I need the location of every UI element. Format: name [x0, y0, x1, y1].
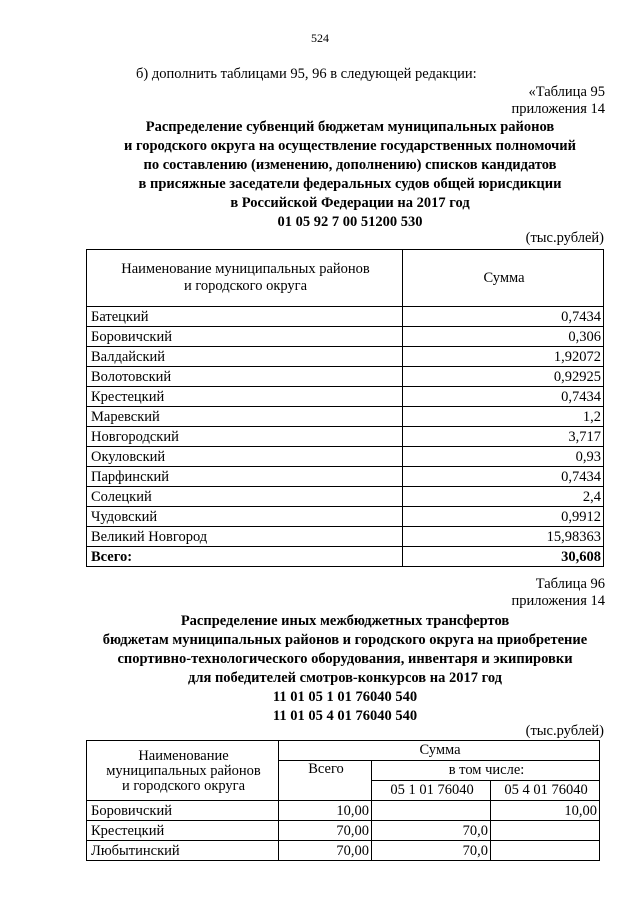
- table-row: [87, 527, 604, 547]
- table-row: [87, 507, 604, 527]
- header-sum-cell: Сумма: [403, 250, 604, 307]
- row-name: Великий Новгород: [87, 527, 403, 547]
- table-row: [87, 347, 604, 367]
- row-name: Чудовский: [87, 507, 403, 527]
- row-code2: 10,00: [491, 801, 600, 821]
- intro-text: б) дополнить таблицами 95, 96 в следующей редакции:: [136, 66, 477, 82]
- row-sum: 1,92072: [403, 347, 604, 367]
- row-sum: 0,93: [403, 447, 604, 467]
- table-95: [86, 249, 604, 567]
- header-incl-cell: в том числе:: [372, 761, 600, 781]
- table-row: [87, 821, 600, 841]
- header-name-cell: [87, 250, 403, 307]
- header-name-line: муниципальных районов: [106, 763, 261, 779]
- table-row: [87, 487, 604, 507]
- row-sum: 0,9912: [403, 507, 604, 527]
- table-header: [87, 250, 604, 307]
- row-name: Крестецкий: [87, 821, 279, 841]
- t95-label: [512, 84, 605, 118]
- row-sum: 0,7434: [403, 467, 604, 487]
- t96-title-line: 11 01 05 1 01 76040 540: [272, 689, 418, 705]
- t95-title-line: Распределение субвенций бюджетам муниципальных районов: [145, 119, 555, 135]
- t96-title-line: 11 01 05 4 01 76040 540: [272, 708, 418, 724]
- row-name: Боровичский: [87, 801, 279, 821]
- header-total-cell: Всего: [279, 761, 372, 801]
- total-row: [87, 547, 604, 567]
- t96-title-line: для победителей смотров-конкурсов на 2017 год: [188, 670, 502, 686]
- t96-title-line: спортивно-технологического оборудования, инвентаря и экипировки: [117, 651, 573, 667]
- row-code2: [491, 841, 600, 861]
- row-total: 70,00: [279, 821, 372, 841]
- row-sum: 2,4: [403, 487, 604, 507]
- t96-title: [50, 612, 640, 726]
- table-header-row: [87, 741, 600, 761]
- t95-title-line: и городского округа на осуществление государственных полномочий: [124, 138, 576, 154]
- row-sum: 0,7434: [403, 307, 604, 327]
- header-name-line: Наименование муниципальных районов: [121, 261, 370, 277]
- row-name: Окуловский: [87, 447, 403, 467]
- row-name: Батецкий: [87, 307, 403, 327]
- row-name: Волотовский: [87, 367, 403, 387]
- t95-title-line: 01 05 92 7 00 51200 530: [277, 214, 423, 230]
- table-row: [87, 327, 604, 347]
- row-total: 70,00: [279, 841, 372, 861]
- table-row: [87, 427, 604, 447]
- table-row: [87, 801, 600, 821]
- t95-label-line2: приложения 14: [511, 101, 605, 117]
- row-name: Новгородский: [87, 427, 403, 447]
- row-name: Валдайский: [87, 347, 403, 367]
- total-sum: 30,608: [403, 547, 604, 567]
- row-name: Парфинский: [87, 467, 403, 487]
- header-name-line: Наименование: [138, 748, 229, 764]
- page-number: 524: [311, 31, 329, 45]
- row-sum: 0,306: [403, 327, 604, 347]
- row-sum: 0,92925: [403, 367, 604, 387]
- table-row: [87, 447, 604, 467]
- t95-title: [60, 118, 640, 232]
- t96-label-line1: Таблица 96: [535, 576, 605, 592]
- header-code1-cell: 05 1 01 76040: [372, 781, 491, 801]
- row-name: Любытинский: [87, 841, 279, 861]
- header-name-line: и городского округа: [183, 278, 308, 294]
- row-total: 10,00: [279, 801, 372, 821]
- row-sum: 15,98363: [403, 527, 604, 547]
- table-96: [86, 740, 600, 861]
- total-label: Всего:: [87, 547, 403, 567]
- t95-title-line: в присяжные заседатели федеральных судов общей юрисдикции: [138, 176, 562, 192]
- t95-title-line: по составлению (изменению, дополнению) списков кандидатов: [143, 157, 557, 173]
- header-name-cell: [87, 741, 279, 801]
- table-row: [87, 307, 604, 327]
- table-row: [87, 407, 604, 427]
- t96-title-line: бюджетам муниципальных районов и городского округа на приобретение: [102, 632, 588, 648]
- t96-label: [512, 576, 605, 610]
- row-code2: [491, 821, 600, 841]
- t96-title-line: Распределение иных межбюджетных трансфертов: [180, 613, 510, 629]
- t96-label-line2: приложения 14: [511, 593, 605, 609]
- t95-title-line: в Российской Федерации на 2017 год: [230, 195, 470, 211]
- table-row: [87, 367, 604, 387]
- header-code2-cell: 05 4 01 76040: [491, 781, 600, 801]
- row-code1: 70,0: [372, 821, 491, 841]
- row-name: Боровичский: [87, 327, 403, 347]
- table-row: [87, 841, 600, 861]
- row-name: Маревский: [87, 407, 403, 427]
- row-sum: 3,717: [403, 427, 604, 447]
- table-row: [87, 467, 604, 487]
- row-sum: 0,7434: [403, 387, 604, 407]
- row-sum: 1,2: [403, 407, 604, 427]
- row-code1: 70,0: [372, 841, 491, 861]
- t96-units: (тыс.рублей): [525, 723, 604, 739]
- header-sum-cell: Сумма: [279, 741, 600, 761]
- row-name: Крестецкий: [87, 387, 403, 407]
- row-name: Солецкий: [87, 487, 403, 507]
- header-name-line: и городского округа: [121, 778, 246, 794]
- table-row: [87, 387, 604, 407]
- t95-label-line1: «Таблица 95: [528, 84, 605, 100]
- row-code1: [372, 801, 491, 821]
- t95-units: (тыс.рублей): [525, 230, 604, 246]
